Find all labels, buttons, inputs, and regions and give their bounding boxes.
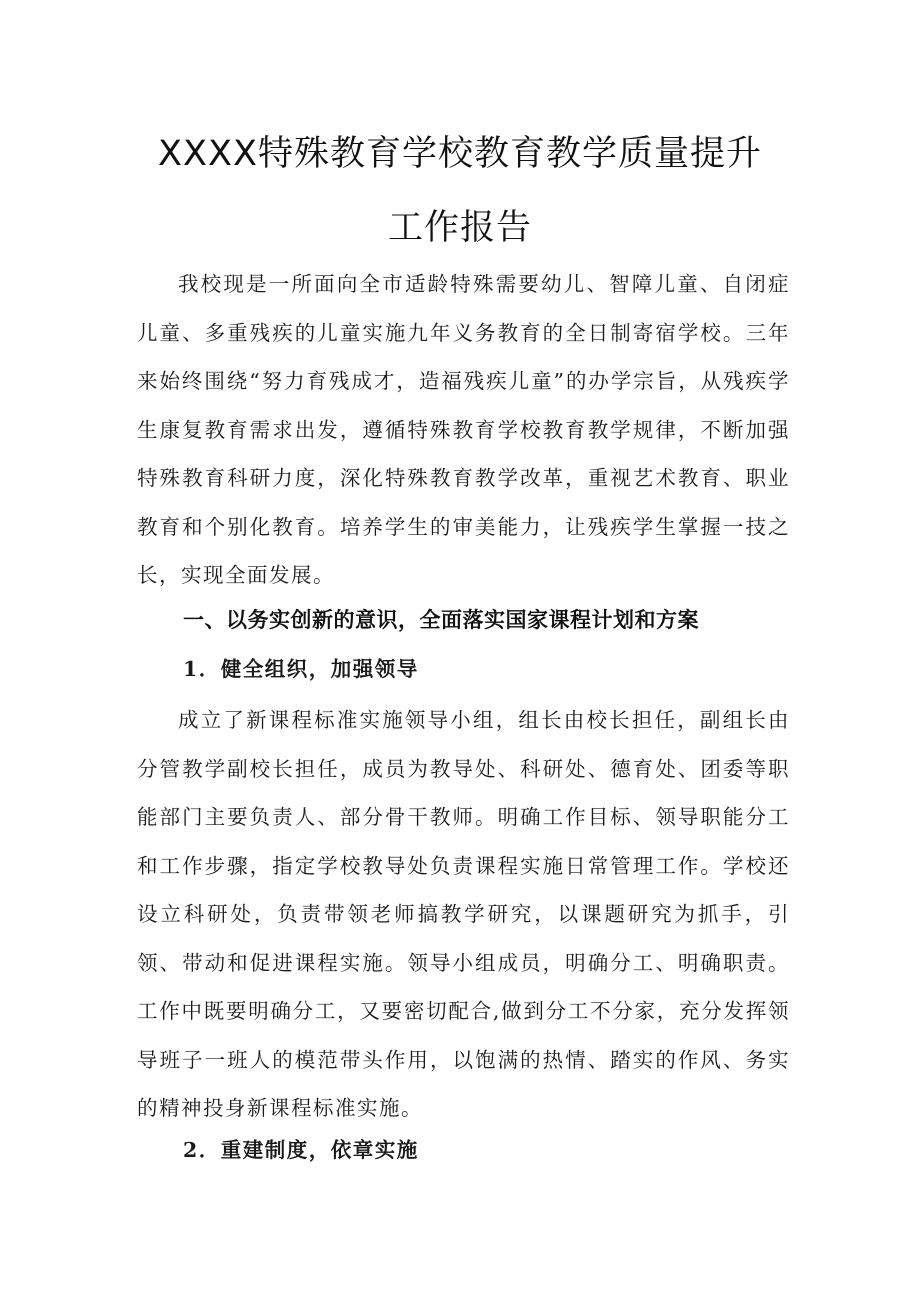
section-1-heading: 一、以务实创新的意识，全面落实国家课程计划和方案 <box>183 608 699 632</box>
document-title-line-1: XXXX特殊教育学校教育教学质量提升 <box>158 134 762 174</box>
intro-paragraph: 我校现是一所面向全市适龄特殊需要幼儿、智障儿童、自闭症儿童、多重残疾的儿童实施九年义务教育的全日制寄宿学校。三年来始终围绕“努力育残成才，造福残疾儿童”的办学宗旨，从残疾学生康复教育需求出发，遵循特殊教育学校教育教学规律，不断加强特殊教育科研力度，深化特殊教育教学改革，重视艺术教育、职业教育和个别化教育。培养学生的审美能力，让残疾学生掌握一技之长，实现全面发展。 <box>137 272 790 587</box>
document-title-line-2: 工作报告 <box>387 208 532 248</box>
subsection-1-paragraph: 成立了新课程标准实施领导小组，组长由校长担任，副组长由分管教学副校长担任，成员为教导处、科研处、德育处、团委等职能部门主要负责人、部分骨干教师。明确工作目标、领导职能分工和工作步骤，指定学校教导处负责课程实施日常管理工作。学校还设立科研处，负责带领老师搞教学研究，以课题研究为抓手，引领、带动和促进课程实施。领导小组成员，明确分工、明确职责。工作中既要明确分工，又要密切配合,做到分工不分家，充分发挥领导班子一班人的模范带头作用，以饱满的热情、踏实的作风、务实的精神投身新课程标准实施。 <box>137 708 790 1120</box>
subsection-2-heading: 2．重建制度，依章实施 <box>183 1138 419 1162</box>
subsection-1-heading: 1．健全组织，加强领导 <box>183 657 419 681</box>
